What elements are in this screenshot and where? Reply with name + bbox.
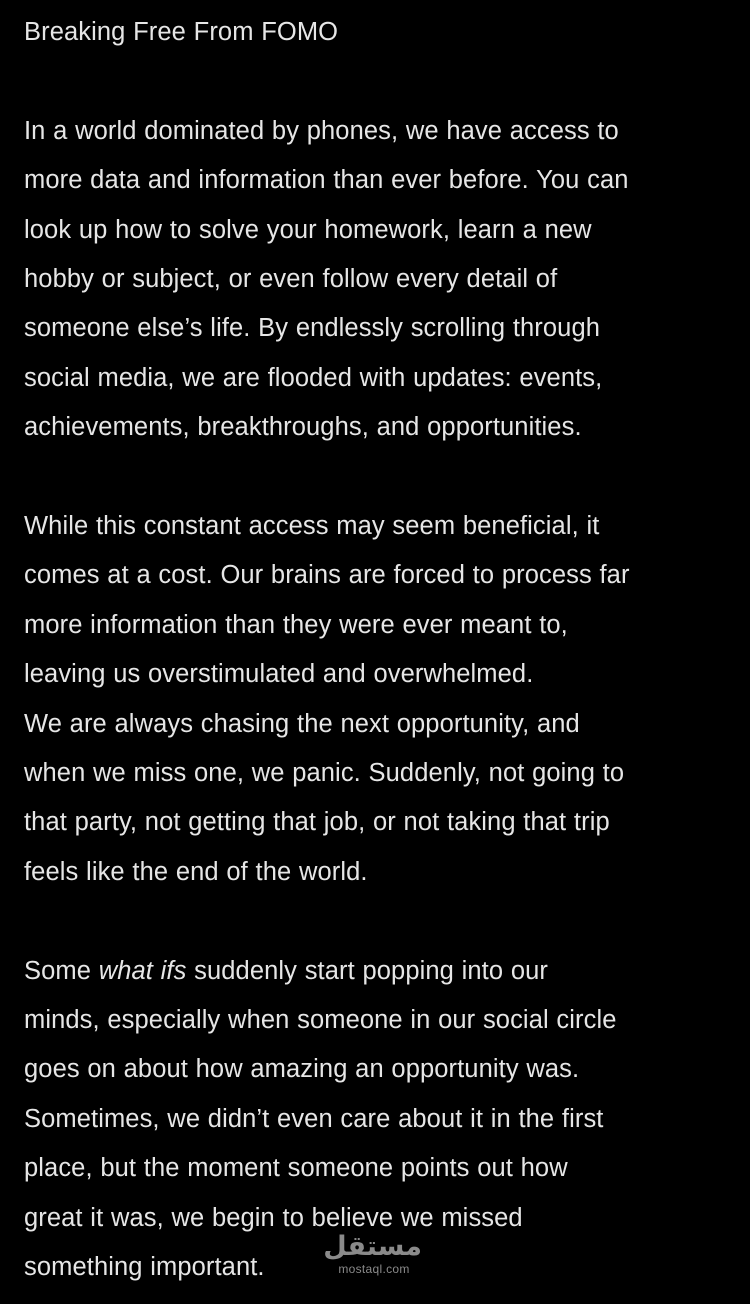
text-line: In a world dominated by phones, we have access to [24,116,619,145]
blank-line [24,453,744,502]
text-line: hobby or subject, or even follow every detail of [24,265,558,294]
italic-phrase: what ifs [98,956,187,985]
paragraph-1 [24,107,744,453]
blank-line [24,897,744,946]
paragraph-2 [24,502,744,897]
text-line: leaving us overstimulated and overwhelmed. [24,660,534,689]
text-line: look up how to solve your homework, learn a new [24,215,592,244]
watermark [323,1231,422,1280]
document-body [24,8,744,1293]
text-line: While this constant access may seem beneficial, it [24,512,600,541]
blank-line [24,57,744,106]
text-line: achievements, breakthroughs, and opportunities. [24,413,582,442]
text-line: something important. [24,1253,265,1282]
text-line: comes at a cost. Our brains are forced to process far [24,561,630,590]
text-line: more data and information than ever before. You can [24,166,629,195]
text-run: Some [24,956,99,985]
watermark-url: mostaql.com [338,1262,410,1276]
text-line: We are always chasing the next opportunity, and [24,709,580,738]
text-line: minds, especially when someone in our social circle [24,1006,617,1035]
text-run: suddenly start popping into our [186,956,548,985]
text-line: someone else’s life. By endlessly scrolling through [24,314,601,343]
text-line: that party, not getting that job, or not taking that trip [24,808,610,837]
text-line: Sometimes, we didn’t even care about it in the first [24,1104,604,1133]
text-line: social media, we are flooded with updates: events, [24,363,603,392]
watermark-logo: مستقل [323,1231,422,1262]
text-line: more information than they were ever meant to, [24,610,568,639]
document-title: Breaking Free From FOMO [24,18,339,46]
text-line: goes on about how amazing an opportunity was. [24,1055,580,1084]
text-line: place, but the moment someone points out how [24,1154,568,1183]
text-line: feels like the end of the world. [24,857,368,886]
text-line [24,947,744,996]
text-line: great it was, we begin to believe we missed [24,1203,523,1232]
text-line: when we miss one, we panic. Suddenly, not going to [24,759,625,788]
